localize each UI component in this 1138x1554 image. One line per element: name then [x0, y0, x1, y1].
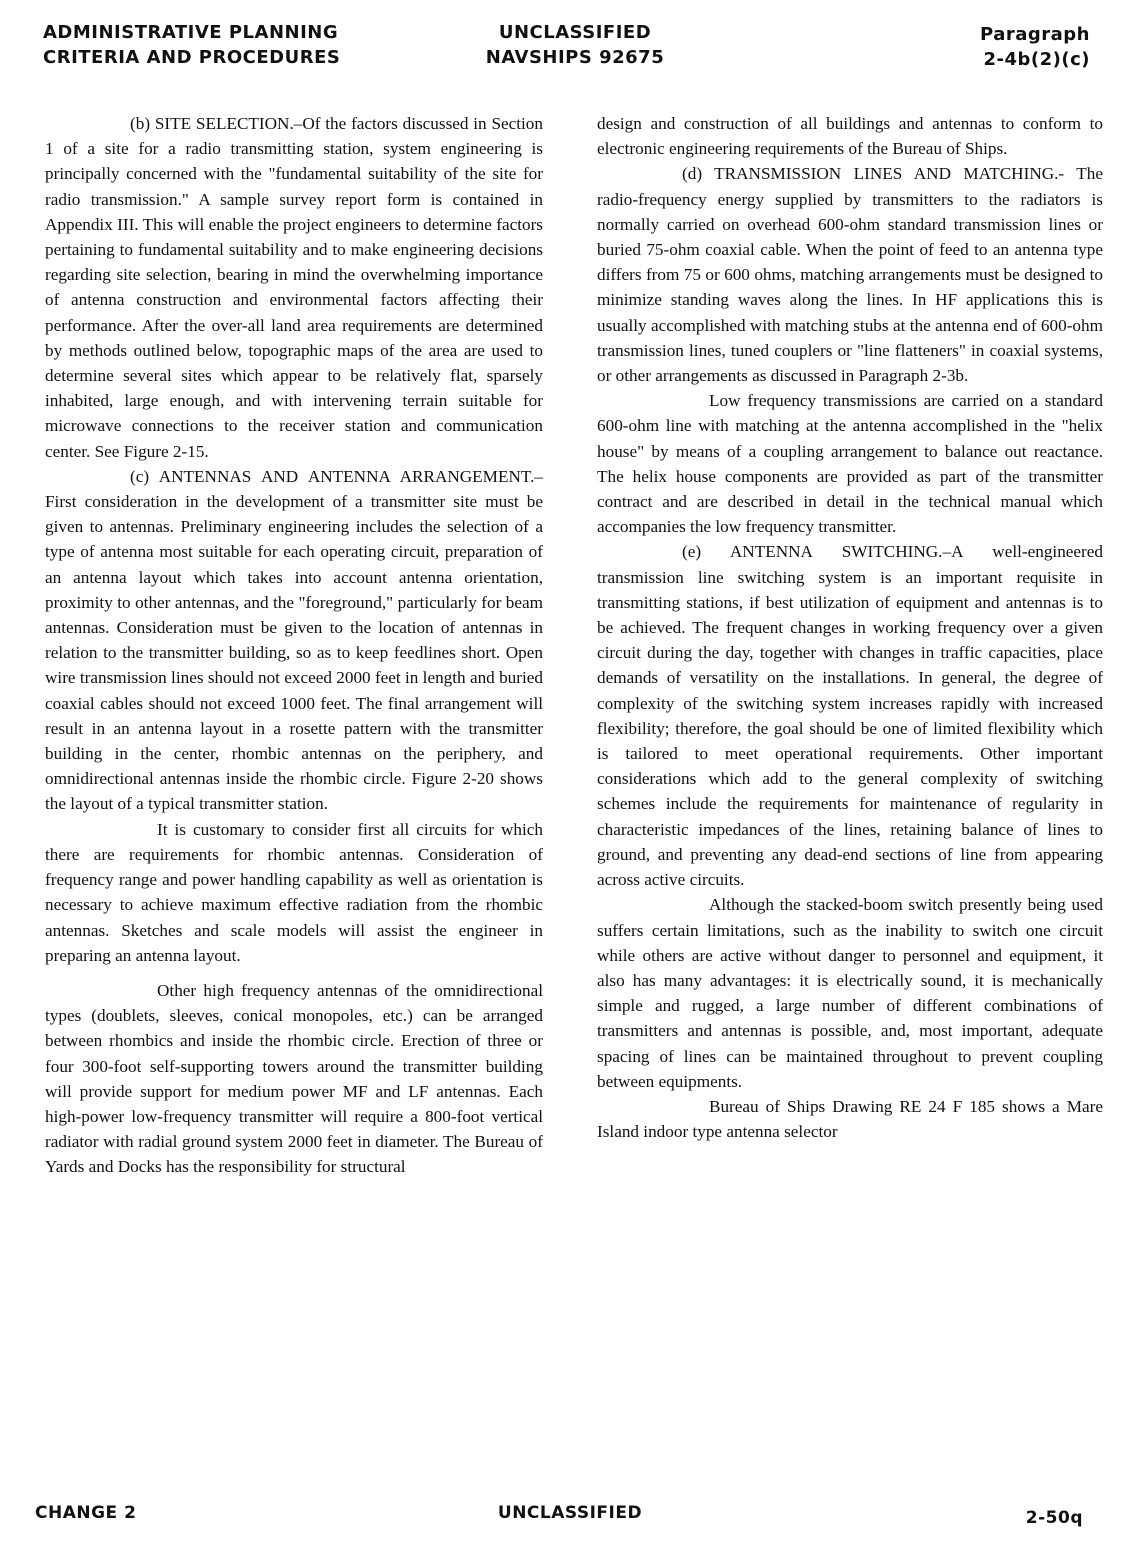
paragraph-antenna-switching: (e) ANTENNA SWITCHING.–A well-engineered transmission line switching system is an important requisite in transmitting stations, if best utilization of equipment and antennas is to be achieved. The frequent changes in working frequency over a given circuit during the day, together with changes in traffic capacities, place demands of versatility on the installations. In general, the degree of complexity of the switching system increases rapidly with increased flexibility; therefore, the goal should be one of limited flexibility which is tailored to meet operational requirements. Other important considerations which add to the general complexity of switching schemes include the requirements for maintenance of regularity in characteristic impedances of the lines, retaining balance of lines to ground, and preventing any dead-end sections of line from appearing across active circuits. [597, 542, 1103, 890]
paragraph-stacked-boom: Although the stacked-boom switch presently being used suffers certain limitations, such as the inability to switch one circuit while others are active without danger to personnel and equipment, it also has many advantages: it is electrically sound, it is mechanically simple and rugged, a large number of different combinations of transmitters and antennas is possible, and, most important, adequate spacing of lines can be maintained throughout to prevent coupling between equipments. [597, 895, 1103, 1091]
paragraph-label: Paragraph [980, 24, 1090, 45]
paragraph-bureau-drawing: Bureau of Ships Drawing RE 24 F 185 shows a Mare Island indoor type antenna selector [597, 1096, 1103, 1142]
page-number: 2-50q [1025, 1508, 1083, 1528]
footer-change: CHANGE 2 [35, 1503, 137, 1523]
paragraph-rhombic-circuits: It is customary to consider first all circuits for which there are requirements for rhombic antennas. Consideration of frequency range and power handling capability as well as orientation is necessary to achieve maximum effective radiation from the rhombic antennas. Sketches and scale models will assist the engineer in preparing an antenna layout. [45, 819, 543, 965]
header-right [980, 22, 1090, 72]
header-left-line-2: CRITERIA AND PROCEDURES [43, 47, 341, 68]
right-column [597, 111, 1103, 1144]
paragraph-number: 2-4b(2)(c) [983, 49, 1090, 70]
classification-label: UNCLASSIFIED [498, 22, 652, 43]
footer-classification: UNCLASSIFIED [497, 1503, 643, 1523]
header-left-line-1: ADMINISTRATIVE PLANNING [43, 22, 339, 43]
paragraph-antennas-arrangement: (c) ANTENNAS AND ANTENNA ARRANGEMENT.–First consideration in the development of a transmitter site must be given to antennas. Preliminary engineering includes the selection of a type of antenna most suitable for each operating circuit, preparation of an antenna layout which takes into account antenna orientation, proximity to other antennas, and the "foreground," particularly for beam antennas. Consideration must be given to the location of antennas in relation to the transmitter building, so as to keep feedlines short. Open wire transmission lines should not exceed 2000 feet in length and buried coaxial cables should not exceed 1000 feet. The final arrangement will result in an antenna layout in a rosette pattern with the transmitter building in the center, rhombic antennas on the periphery, and omnidirectional antennas inside the rhombic circle. Figure 2-20 shows the layout of a typical transmitter station. [45, 466, 543, 814]
paragraph-low-frequency: Low frequency transmissions are carried on a standard 600-ohm line with matching at the antenna accomplished in the "helix house" by means of a coupling arrangement to balance out reactance. The helix house components are provided as part of the transmitter contract and are described in detail in the technical manual which accompanies the low frequency transmitter. [597, 391, 1103, 537]
paragraph-transmission-lines: (d) TRANSMISSION LINES AND MATCHING.- The radio-frequency energy supplied by transmitters to the radiators is normally carried on overhead 600-ohm standard transmission lines or buried 75-ohm coaxial cable. When the point of feed to an antenna type differs from 75 or 600 ohms, matching arrangements must be designed to minimize standing waves along the lines. In HF applications this is usually accomplished with matching stubs at the antenna end of 600-ohm transmission lines, tuned couplers or "line flatteners" in coaxial systems, or other arrangements as discussed in Paragraph 2-3b. [597, 164, 1103, 386]
document-number: NAVSHIPS 92675 [485, 47, 665, 68]
left-column [45, 111, 543, 1180]
paragraph-other-hf-antennas: Other high frequency antennas of the omnidirectional types (doublets, sleeves, conical monopoles, etc.) can be arranged between rhombics and inside the rhombic circle. Erection of three or four 300-foot self-supporting towers around the transmitter building will provide support for medium power MF and LF antennas. Each high-power low-frequency transmitter will require a 800-foot vertical radiator with radial ground system 2000 feet in diameter. The Bureau of Yards and Docks has the responsibility for structural [45, 980, 543, 1177]
header-left [43, 20, 340, 70]
header-center [455, 20, 695, 70]
paragraph-site-selection: (b) SITE SELECTION.–Of the factors discussed in Section 1 of a site for a radio transmitting station, system engineering is principally concerned with the "fundamental suitability of the site for radio transmission." A sample survey report form is contained in Appendix III. This will enable the project engineers to determine factors pertaining to fundamental suitability and to make engineering decisions regarding site selection, bearing in mind the overwhelming importance of antenna construction and environmental factors affecting their performance. After the over-all land area requirements are determined by methods outlined below, topographic maps of the area are used to determine several sites which appear to be relatively flat, sparsely inhabited, large enough, and with intervening terrain suitable for microwave connections to the receiver station and communication center. See Figure 2-15. [45, 114, 543, 461]
paragraph-continuation: design and construction of all buildings and antennas to conform to electronic engineering requirements of the Bureau of Ships. [597, 114, 1103, 159]
